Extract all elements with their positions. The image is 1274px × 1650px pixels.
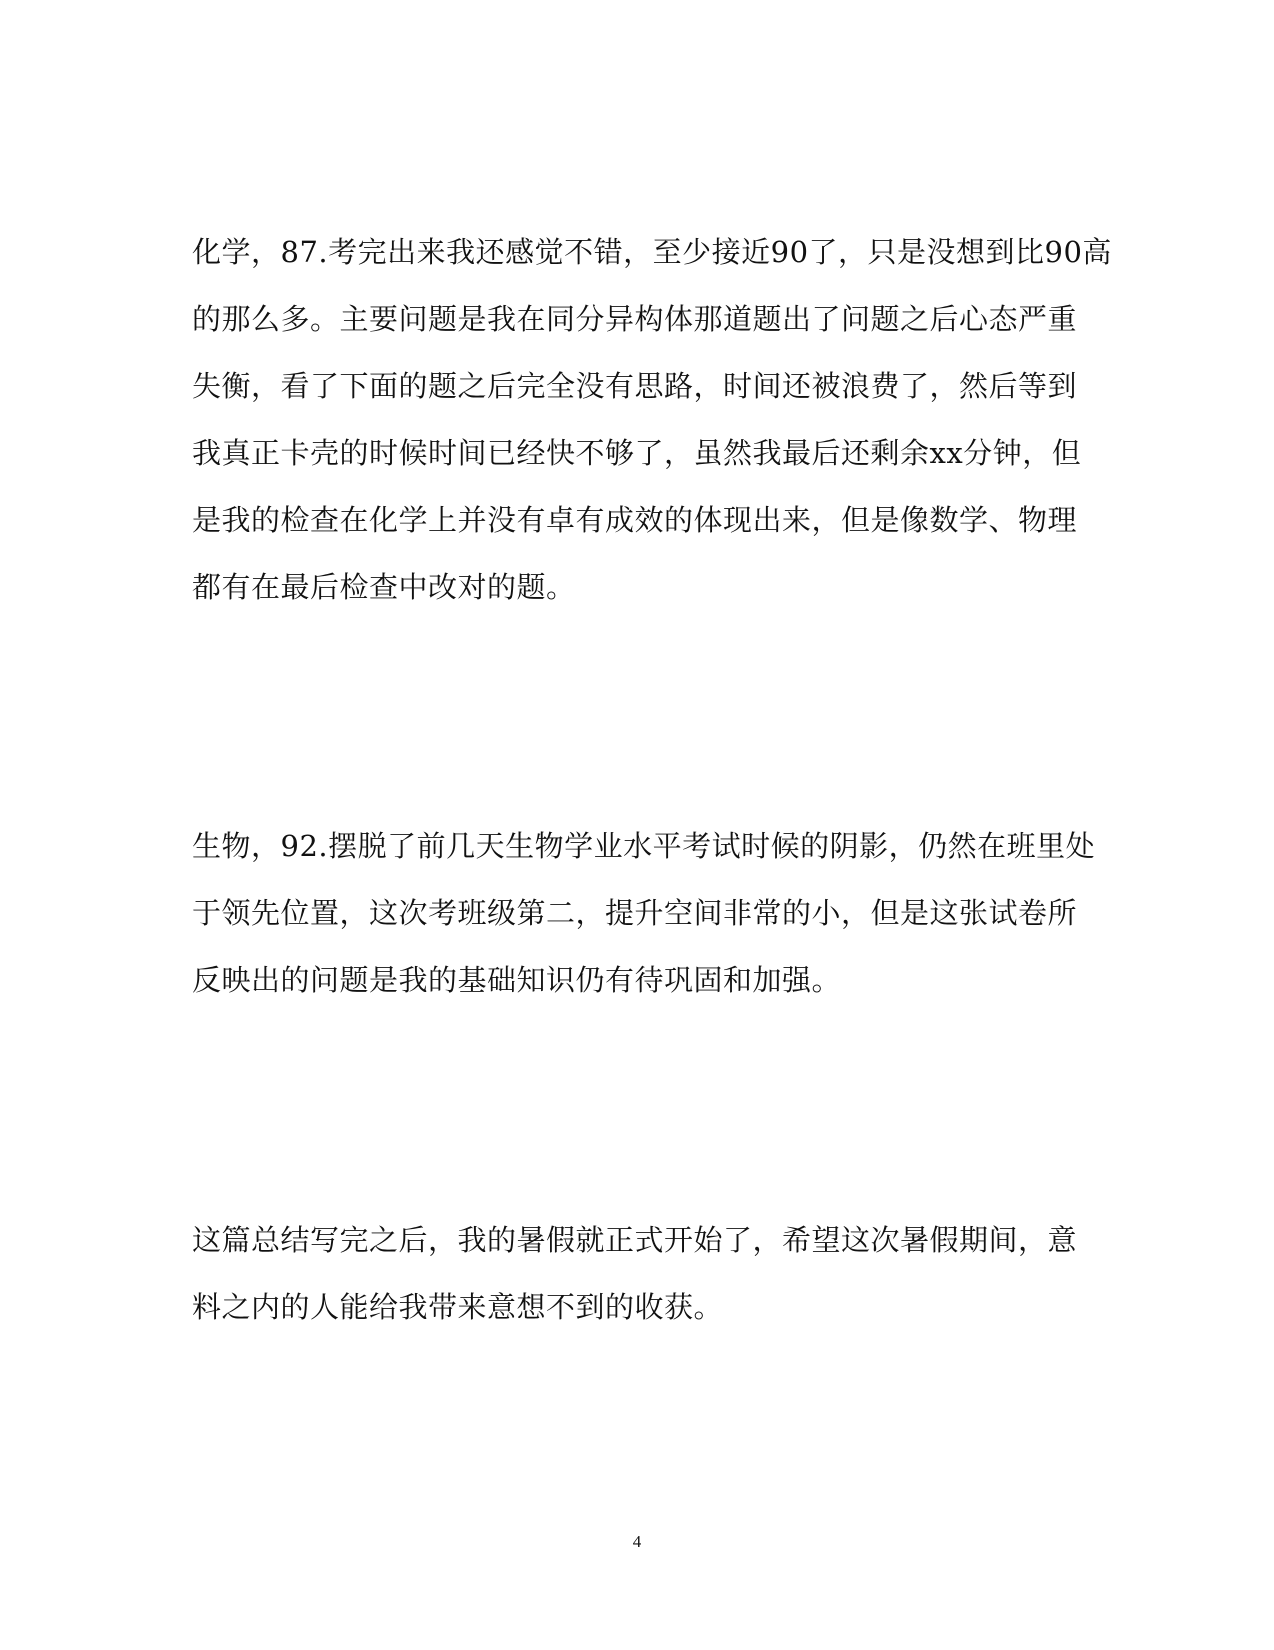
- text-line: 生物，92.摆脱了前几天生物学业水平考试时候的阴影，仍然在班里处: [192, 829, 1096, 863]
- text-line: 都有在最后检查中改对的题。: [192, 570, 576, 604]
- text-line: 失衡，看了下面的题之后完全没有思路，时间还被浪费了，然后等到: [192, 369, 1078, 403]
- text-line: 料之内的人能给我带来意想不到的收获。: [192, 1290, 724, 1324]
- text-line: 我真正卡壳的时候时间已经快不够了，虽然我最后还剩余xx分钟，但: [192, 436, 1082, 470]
- page-number: 4: [632, 1532, 642, 1551]
- text-line: 的那么多。主要问题是我在同分异构体那道题出了问题之后心态严重: [192, 302, 1078, 336]
- text-line: 反映出的问题是我的基础知识仍有待巩固和加强。: [192, 963, 842, 997]
- text-line: 这篇总结写完之后，我的暑假就正式开始了，希望这次暑假期间，意: [192, 1223, 1078, 1257]
- paragraph-conclusion: [192, 1207, 1092, 1341]
- text-line: 是我的检查在化学上并没有卓有成效的体现出来，但是像数学、物理: [192, 503, 1078, 537]
- paragraph-biology: [192, 813, 1096, 1014]
- paragraph-chemistry: [192, 219, 1112, 621]
- text-line: 于领先位置，这次考班级第二，提升空间非常的小，但是这张试卷所: [192, 896, 1078, 930]
- text-line: 化学，87.考完出来我还感觉不错，至少接近90了，只是没想到比90高: [192, 235, 1112, 269]
